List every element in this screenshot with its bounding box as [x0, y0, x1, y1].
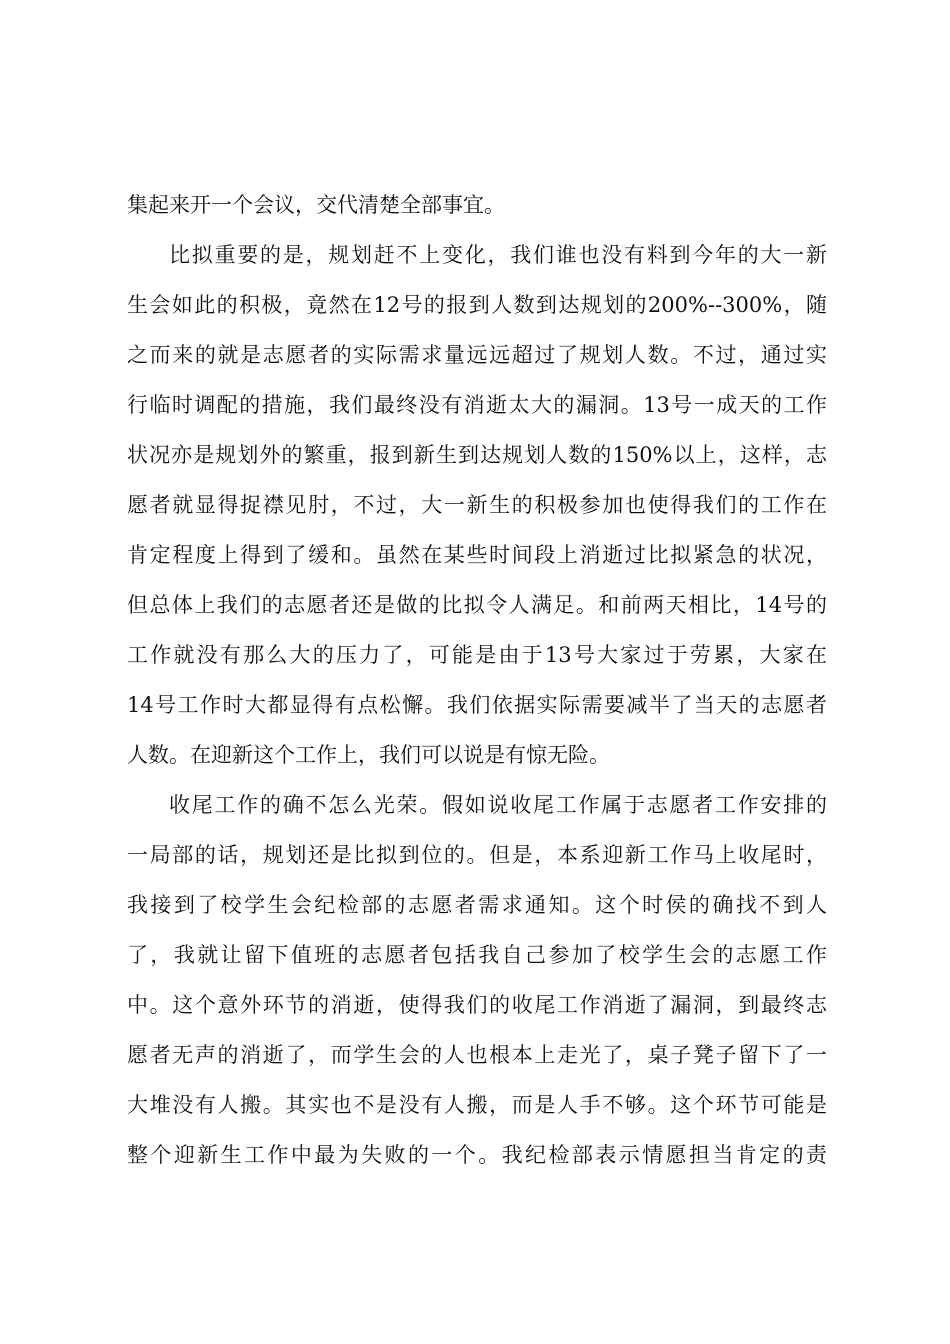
paragraph-line: 比拟重要的是，规划赶不上变化，我们谁也没有料到今年的大一新 [169, 243, 827, 267]
paragraph-line: 我接到了校学生会纪检部的志愿者需求通知。这个时侯的确找不到人 [127, 893, 827, 917]
paragraph-line: 收尾工作的确不怎么光荣。假如说收尾工作属于志愿者工作安排的 [169, 793, 827, 817]
paragraph-line: 但总体上我们的志愿者还是做的比拟令人满足。和前两天相比，14号的 [127, 593, 827, 617]
paragraph-line: 愿者就显得捉襟见肘，不过，大一新生的积极参加也使得我们的工作在 [127, 493, 827, 517]
paragraph-line: 大堆没有人搬。其实也不是没有人搬，而是人手不够。这个环节可能是 [127, 1093, 827, 1117]
paragraph-line: 人数。在迎新这个工作上，我们可以说是有惊无险。 [127, 743, 610, 767]
paragraph-line: 中。这个意外环节的消逝，使得我们的收尾工作消逝了漏洞，到最终志 [127, 993, 827, 1017]
paragraph-line: 14号工作时大都显得有点松懈。我们依据实际需要减半了当天的志愿者 [127, 693, 827, 717]
paragraph-line: 了，我就让留下值班的志愿者包括我自己参加了校学生会的志愿工作 [127, 943, 827, 967]
paragraph-line: 肯定程度上得到了缓和。虽然在某些时间段上消逝过比拟紧急的状况， [127, 543, 827, 567]
paragraph-line: 愿者无声的消逝了，而学生会的人也根本上走光了，桌子凳子留下了一 [127, 1043, 827, 1067]
paragraph-line: 一局部的话，规划还是比拟到位的。但是，本系迎新工作马上收尾时， [127, 843, 827, 867]
paragraph-line: 整个迎新生工作中最为失败的一个。我纪检部表示情愿担当肯定的责 [127, 1143, 827, 1167]
paragraph-line: 工作就没有那么大的压力了，可能是由于13号大家过于劳累，大家在 [127, 643, 827, 667]
paragraph-line: 集起来开一个会议，交代清楚全部事宜。 [127, 193, 505, 217]
paragraph-line: 之而来的就是志愿者的实际需求量远远超过了规划人数。不过，通过实 [127, 343, 827, 367]
paragraph-line: 状况亦是规划外的繁重，报到新生到达规划人数的150%以上，这样，志 [127, 443, 827, 467]
paragraph-line: 行临时调配的措施，我们最终没有消逝太大的漏洞。13号一成天的工作 [127, 393, 827, 417]
body-text [127, 180, 827, 1180]
paragraph-line: 生会如此的积极，竟然在12号的报到人数到达规划的200%--300%，随 [127, 293, 827, 317]
